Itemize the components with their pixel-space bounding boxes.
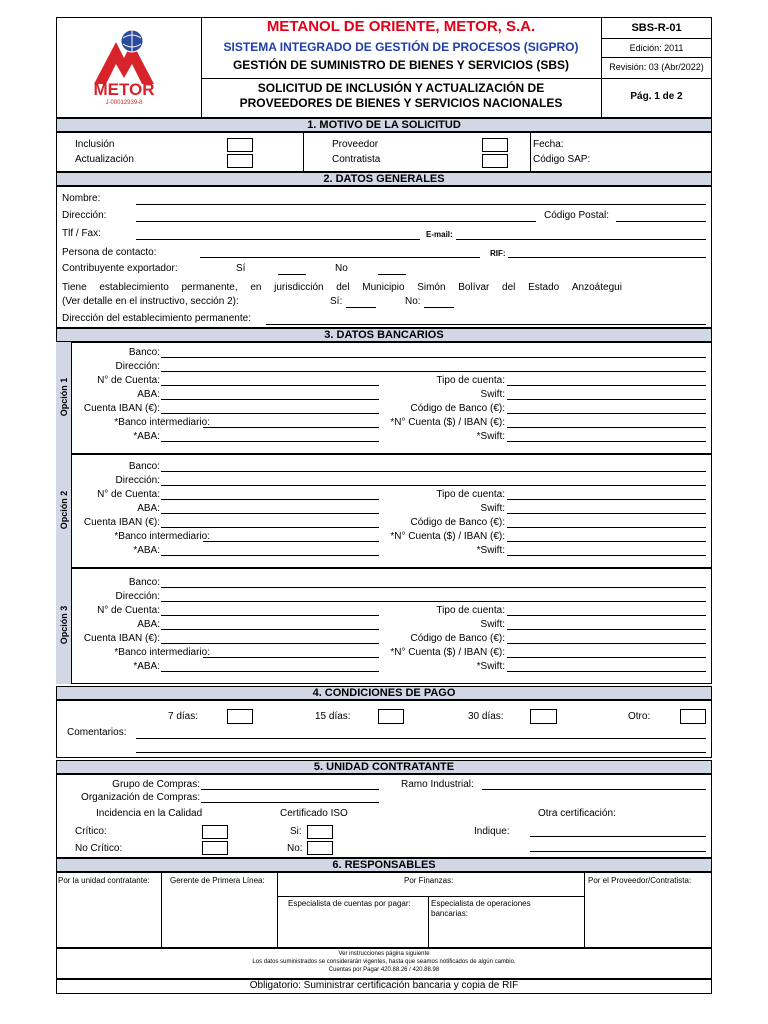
field-aba[interactable] xyxy=(161,399,379,400)
label-ramo-industrial: Ramo Industrial: xyxy=(401,779,474,790)
field-swift[interactable] xyxy=(507,629,706,630)
field-codigo-postal[interactable] xyxy=(616,221,706,222)
field-direccion-establecimiento[interactable] xyxy=(266,324,706,325)
checkbox-30-dias[interactable] xyxy=(530,709,557,724)
field-banco[interactable] xyxy=(161,471,706,472)
word: Municipio xyxy=(362,282,405,293)
label-direccion: Dirección: xyxy=(115,591,160,602)
field-aba-intermediario[interactable] xyxy=(161,441,379,442)
label-cuenta-iban-intermediario: *N° Cuenta ($) / IBAN (€): xyxy=(390,647,505,658)
field-direccion[interactable] xyxy=(161,601,706,602)
word: jurisdicción xyxy=(274,282,324,293)
field-organizacion-compras[interactable] xyxy=(201,802,379,803)
word: Simón xyxy=(417,282,446,293)
label-exportador-no: No xyxy=(335,263,348,274)
field-tipo-cuenta[interactable] xyxy=(507,385,706,386)
label-incidencia-calidad: Incidencia en la Calidad xyxy=(96,808,203,819)
label-otro: Otro: xyxy=(628,711,651,722)
checkbox-contratista[interactable] xyxy=(482,154,508,168)
label-unidad-contratante: Por la unidad contratante: xyxy=(58,876,150,885)
section-5-title: 5. UNIDAD CONTRATANTE xyxy=(56,760,712,774)
label-tipo-cuenta: Tipo de cuenta: xyxy=(436,375,505,386)
establecimiento-question xyxy=(62,282,622,294)
label-banco: Banco: xyxy=(128,461,160,472)
label-proveedor-contratista: Por el Proveedor/Contratista: xyxy=(588,876,692,885)
label-banco-intermediario: *Banco intermediario: xyxy=(114,417,210,428)
label-cuenta: N° de Cuenta: xyxy=(97,375,160,386)
checkbox-otro[interactable] xyxy=(680,709,706,724)
label-exportador: Contribuyente exportador: xyxy=(62,263,178,274)
label-contratista: Contratista xyxy=(332,154,381,165)
footer-mandatory: Obligatorio: Suministrar certificación bancaria y copia de RIF xyxy=(249,980,519,991)
label-nombre: Nombre: xyxy=(62,193,101,204)
label-codigo-sap: Código SAP: xyxy=(533,154,591,165)
label-swift: Swift: xyxy=(480,389,505,400)
field-ramo-industrial[interactable] xyxy=(482,789,706,790)
label-codigo-banco: Código de Banco (€): xyxy=(410,403,505,414)
field-aba-intermediario[interactable] xyxy=(161,555,379,556)
label-iso-no: No: xyxy=(287,843,303,854)
field-aba[interactable] xyxy=(161,513,379,514)
field-swift[interactable] xyxy=(507,399,706,400)
form-title-line1: SOLICITUD DE INCLUSIÓN Y ACTUALIZACIÓN DE xyxy=(257,81,545,95)
label-iso-si: Si: xyxy=(290,826,302,837)
field-iban[interactable] xyxy=(161,413,379,414)
field-cuenta[interactable] xyxy=(161,615,379,616)
label-especialista-cuentas: Especialista de cuentas por pagar: xyxy=(288,899,411,908)
field-banco-intermediario[interactable] xyxy=(203,657,379,658)
field-tipo-cuenta[interactable] xyxy=(507,499,706,500)
label-swift: Swift: xyxy=(480,503,505,514)
label-indique: Indique: xyxy=(474,826,510,837)
checkbox-iso-si[interactable] xyxy=(307,825,333,839)
label-banco-intermediario: *Banco intermediario: xyxy=(114,647,210,658)
label-30-dias: 30 días: xyxy=(468,711,504,722)
label-direccion-establecimiento: Dirección del establecimiento permanente: xyxy=(62,313,251,324)
field-grupo-compras[interactable] xyxy=(201,789,379,790)
field-cuenta-iban-intermediario[interactable] xyxy=(507,541,706,542)
field-comentarios-2[interactable] xyxy=(136,752,706,753)
field-swift-intermediario[interactable] xyxy=(507,441,706,442)
label-iban: Cuenta IBAN (€): xyxy=(83,633,160,644)
option-3-label: Opción 3 xyxy=(59,605,69,645)
field-email[interactable] xyxy=(456,239,706,240)
word: del xyxy=(336,282,350,293)
label-swift: Swift: xyxy=(480,619,505,630)
field-aba-intermediario[interactable] xyxy=(161,671,379,672)
label-banco: Banco: xyxy=(128,577,160,588)
option-1-label: Opción 1 xyxy=(59,377,69,417)
logo-emblem-icon xyxy=(88,28,160,88)
field-iban[interactable] xyxy=(161,643,379,644)
checkbox-critico[interactable] xyxy=(202,825,228,839)
label-especialista-operaciones-1: Especialista de operaciones xyxy=(431,899,531,908)
label-7-dias: 7 días: xyxy=(168,711,199,722)
word: Bolívar xyxy=(458,282,490,293)
label-direccion: Dirección: xyxy=(115,475,160,486)
form-edition: Edición: 2011 xyxy=(629,43,684,53)
field-cuenta[interactable] xyxy=(161,385,379,386)
field-indique-2[interactable] xyxy=(530,851,706,852)
field-banco-intermediario[interactable] xyxy=(203,541,379,542)
label-detalle: (Ver detalle en el instructivo, sección 2): xyxy=(62,296,239,307)
field-establecimiento-si[interactable] xyxy=(346,307,376,308)
label-gerente: Gerente de Primera Línea: xyxy=(170,876,265,885)
field-banco-intermediario[interactable] xyxy=(203,427,379,428)
label-comentarios: Comentarios: xyxy=(67,727,127,738)
section-2-title: 2. DATOS GENERALES xyxy=(56,172,712,186)
form-code: SBS-R-01 xyxy=(631,22,682,34)
management-name: GESTIÓN DE SUMINISTRO DE BIENES Y SERVICIOS (SBS) xyxy=(232,58,570,72)
field-indique-1[interactable] xyxy=(530,836,706,837)
label-iban: Cuenta IBAN (€): xyxy=(83,403,160,414)
label-establecimiento-no: No: xyxy=(405,296,421,307)
field-cuenta[interactable] xyxy=(161,499,379,500)
label-tlf: Tlf / Fax: xyxy=(62,228,101,239)
word: Anzoátegui xyxy=(571,282,622,293)
label-no-critico: No Crítico: xyxy=(75,843,123,854)
metor-logo xyxy=(88,28,160,110)
word: Estado xyxy=(528,282,560,293)
logo-text: METOR xyxy=(93,80,155,99)
checkbox-7-dias[interactable] xyxy=(227,709,253,724)
label-finanzas: Por Finanzas: xyxy=(404,876,454,885)
field-iban[interactable] xyxy=(161,527,379,528)
field-codigo-banco[interactable] xyxy=(507,527,706,528)
label-15-dias: 15 días: xyxy=(315,711,351,722)
field-direccion[interactable] xyxy=(161,485,706,486)
label-aba-intermediario: *ABA: xyxy=(133,545,160,556)
field-swift-intermediario[interactable] xyxy=(507,671,706,672)
checkbox-actualizacion[interactable] xyxy=(227,154,253,168)
word: del xyxy=(502,282,516,293)
label-cuenta-iban-intermediario: *N° Cuenta ($) / IBAN (€): xyxy=(390,531,505,542)
field-cuenta-iban-intermediario[interactable] xyxy=(507,427,706,428)
label-otra-certificacion: Otra certificación: xyxy=(538,808,616,819)
label-especialista-operaciones-2: bancarias: xyxy=(431,909,468,918)
footer-note-validity: Los datos suministrados se considerarán vigentes, hasta que seamos notificados de algún cambio. xyxy=(252,959,516,965)
label-aba: ABA: xyxy=(137,503,160,514)
label-swift-intermediario: *Swift: xyxy=(476,661,505,672)
field-direccion[interactable] xyxy=(136,221,536,222)
label-rif: RIF: xyxy=(490,249,506,258)
field-exportador-si[interactable] xyxy=(278,274,306,275)
label-critico: Crítico: xyxy=(75,826,107,837)
field-aba[interactable] xyxy=(161,629,379,630)
label-exportador-si: Sí xyxy=(236,263,246,274)
checkbox-no-critico[interactable] xyxy=(202,841,228,855)
checkbox-15-dias[interactable] xyxy=(378,709,404,724)
field-direccion[interactable] xyxy=(161,371,706,372)
label-actualizacion: Actualización xyxy=(75,154,134,165)
label-banco: Banco: xyxy=(128,347,160,358)
label-fecha: Fecha: xyxy=(533,139,564,150)
field-contacto[interactable] xyxy=(200,257,480,258)
field-rif[interactable] xyxy=(508,257,706,258)
label-aba: ABA: xyxy=(137,389,160,400)
label-codigo-banco: Código de Banco (€): xyxy=(410,633,505,644)
label-organizacion-compras: Organización de Compras: xyxy=(81,792,200,803)
checkbox-proveedor[interactable] xyxy=(482,138,508,152)
label-aba-intermediario: *ABA: xyxy=(133,661,160,672)
section-4-title: 4. CONDICIONES DE PAGO xyxy=(56,686,712,700)
label-contacto: Persona de contacto: xyxy=(62,247,157,258)
word: permanente, xyxy=(181,282,238,293)
label-swift-intermediario: *Swift: xyxy=(476,545,505,556)
word: en xyxy=(250,282,262,293)
label-codigo-postal: Código Postal: xyxy=(544,210,610,221)
field-tipo-cuenta[interactable] xyxy=(507,615,706,616)
form-page: Pág. 1 de 2 xyxy=(630,91,683,102)
option-2-label: Opción 2 xyxy=(59,490,69,530)
field-banco[interactable] xyxy=(161,587,706,588)
field-codigo-banco[interactable] xyxy=(507,413,706,414)
label-banco-intermediario: *Banco intermediario: xyxy=(114,531,210,542)
word: Tiene xyxy=(62,282,87,293)
label-establecimiento-si: Sí: xyxy=(330,296,343,307)
label-email: E-mail: xyxy=(426,230,453,239)
label-direccion: Dirección: xyxy=(115,361,160,372)
form-title-line2: PROVEEDORES DE BIENES Y SERVICIOS NACIONALES xyxy=(239,96,563,110)
field-nombre[interactable] xyxy=(136,204,706,205)
field-banco[interactable] xyxy=(161,357,706,358)
field-codigo-banco[interactable] xyxy=(507,643,706,644)
field-cuenta-iban-intermediario[interactable] xyxy=(507,657,706,658)
label-codigo-banco: Código de Banco (€): xyxy=(410,517,505,528)
checkbox-inclusion[interactable] xyxy=(227,138,253,152)
label-swift-intermediario: *Swift: xyxy=(476,431,505,442)
company-name: METANOL DE ORIENTE, METOR, S.A. xyxy=(266,18,536,35)
system-name: SISTEMA INTEGRADO DE GESTIÓN DE PROCESOS (SIGPRO) xyxy=(223,40,579,54)
label-grupo-compras: Grupo de Compras: xyxy=(112,779,200,790)
label-certificado-iso: Certificado ISO xyxy=(280,808,348,819)
label-aba: ABA: xyxy=(137,619,160,630)
label-tipo-cuenta: Tipo de cuenta: xyxy=(436,489,505,500)
word: establecimiento xyxy=(99,282,169,293)
label-tipo-cuenta: Tipo de cuenta: xyxy=(436,605,505,616)
label-cuenta: N° de Cuenta: xyxy=(97,489,160,500)
label-iban: Cuenta IBAN (€): xyxy=(83,517,160,528)
field-comentarios-1[interactable] xyxy=(136,738,706,739)
label-aba-intermediario: *ABA: xyxy=(133,431,160,442)
label-inclusion: Inclusión xyxy=(75,139,115,150)
field-swift[interactable] xyxy=(507,513,706,514)
label-cuenta-iban-intermediario: *N° Cuenta ($) / IBAN (€): xyxy=(390,417,505,428)
logo-rif: J-00012939-8 xyxy=(105,100,143,106)
section-1-title: 1. MOTIVO DE LA SOLICITUD xyxy=(56,118,712,132)
section-6-title: 6. RESPONSABLES xyxy=(56,858,712,872)
label-cuenta: N° de Cuenta: xyxy=(97,605,160,616)
field-exportador-no[interactable] xyxy=(378,274,406,275)
footer-note-instructions: Ver instrucciones página siguiente xyxy=(338,951,430,957)
field-swift-intermediario[interactable] xyxy=(507,555,706,556)
label-proveedor: Proveedor xyxy=(332,139,379,150)
section-3-title: 3. DATOS BANCARIOS xyxy=(56,328,712,342)
checkbox-iso-no[interactable] xyxy=(307,841,333,855)
field-tlf[interactable] xyxy=(136,239,420,240)
form-revision: Revisión: 03 (Abr/2022) xyxy=(609,62,704,72)
label-direccion: Dirección: xyxy=(62,210,107,221)
footer-note-phones: Cuentas por Pagar 420.88.26 / 420.88.98 xyxy=(328,967,440,973)
field-establecimiento-no[interactable] xyxy=(424,307,454,308)
